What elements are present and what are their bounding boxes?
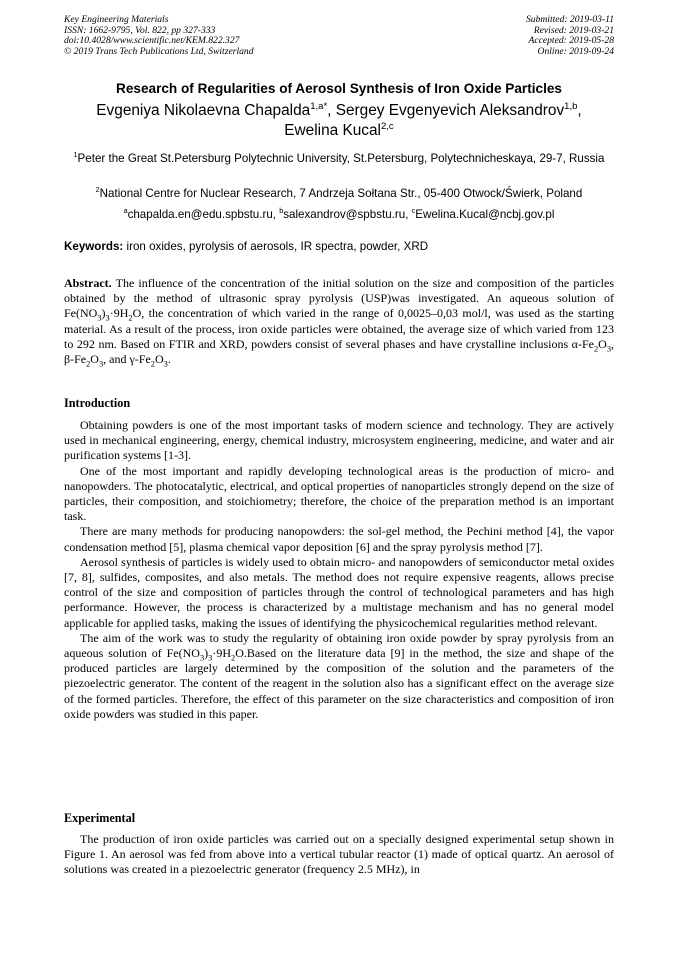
affiliation-1 (50, 151, 628, 166)
paragraph: Aerosol synthesis of particles is widely used to obtain micro- and nanopowders of semiconductor metal oxides [7, 8], sulfides, composites, and also metals. The method does not require expensive reagents, allows precise control of the size and composition of particles through the control of technological parameters and has high performance. However, the process is characterized by a multistage mechanism and has no general model applicable for applied tasks, making the issues of identifying the physicochemical regularities method relevant. (64, 554, 614, 630)
experimental-heading: Experimental (64, 811, 136, 825)
paragraph-text: The aim of the work was to study the regularity of obtaining iron oxide powder by spray pyrolysis from an aqueous solution of Fe(NO (64, 630, 614, 661)
paragraph-text: O.Based on the literature data [9] in the method, the size and shape of the produced particles are largely determined by the composition of the solution and the parameters of the piezoelectric generator. The content of the reagent in the solution also has a significant effect on the average size of the formed particles. Therefore, the effect of this parameter on the size characteristics and composition of iron oxide powders was studied in this paper. (64, 646, 614, 721)
affiliation-number: 2 (95, 185, 100, 195)
subscript: 3 (208, 653, 213, 663)
subscript: 3 (199, 653, 205, 663)
email-mark: b (279, 206, 284, 216)
journal-header (64, 15, 254, 57)
copyright-line: © 2019 Trans Tech Publications Ltd, Switzerland (64, 45, 254, 57)
introduction-body (64, 418, 614, 722)
author-name: Evgeniya Nikolaevna Chapalda (96, 102, 311, 119)
abstract-text: ) (101, 306, 106, 321)
paragraph: The production of iron oxide particles was carried out on a specially designed experimental setup shown in Figure 1. An aerosol was fed from above into a vertical tubular reactor (1) made of optical quartz. An aerosol of solutions was created in a piezoelectric generator (frequency 2.5 MHz), in (64, 832, 614, 877)
subscript: 2 (593, 344, 599, 354)
online-date: Online: 2019-09-24 (537, 45, 614, 57)
abstract-label: Abstract. (64, 276, 112, 290)
abstract-block (64, 276, 614, 367)
paragraph: There are many methods for producing nanopowders: the sol-gel method, the Pechini method [4], the vapor condensation method [5], plasma chemical vapor deposition [6] and the spray pyrolysis method [7]. (64, 524, 614, 554)
email-line: $^a$chapalda.en@edu.spbstu.ru, $^b$salexandrov@spbstu.ru, $^c$Ewelina.Kucal@ncbj.gov.pl (123, 206, 555, 221)
subscript: 3 (606, 344, 611, 354)
email-mark: a (123, 206, 128, 216)
paragraph: Obtaining powders is one of the most important tasks of modern science and technology. They are actively used in mechanical engineering, energy, chemical industry, microsystem engineering, medicine, and water and air purification systems [1-3]. (64, 418, 614, 463)
subscript: 3 (163, 359, 168, 369)
affiliation-text: National Centre for Nuclear Research, 7 Andrzeja Sołtana Str., 05-400 Otwock/Świerk, Poland (99, 187, 583, 200)
author-superscript: 1,b (564, 100, 578, 112)
author-name: Sergey Evgenyevich Aleksandrov (335, 102, 565, 119)
abstract-text: , β-Fe (64, 336, 614, 367)
submitted-date: Submitted: 2019-03-11 (525, 14, 614, 25)
subscript: 3 (98, 359, 104, 369)
accepted-date: Accepted: 2019-05-28 (528, 35, 614, 47)
dates-header (526, 15, 614, 57)
revised-date: Revised: 2019-03-21 (533, 24, 614, 36)
subscript: 2 (150, 359, 155, 369)
keywords-label: Keywords: (64, 240, 124, 253)
email-mark: c (411, 206, 416, 216)
email-link[interactable]: salexandrov@spbstu.ru (283, 208, 406, 221)
doi-line[interactable]: doi:10.4028/www.scientific.net/KEM.822.327 (64, 35, 240, 47)
abstract-text: ·9H (109, 306, 129, 321)
abstract-text: , and γ-Fe (103, 352, 151, 367)
subscript: 2 (231, 653, 236, 663)
abstract-text: O (598, 336, 607, 351)
journal-name: Key Engineering Materials (64, 14, 169, 25)
abstract-text: O (154, 352, 164, 367)
affiliation-2 (50, 186, 628, 201)
subscript: 3 (105, 313, 110, 323)
abstract-text: The influence of the concentration of the initial solution on the size and composition of the particles obtained by the method of ultrasonic spray pyrolysis (USP)was investigated. An aqueous solution of Fe(NO (64, 276, 614, 321)
affiliation-number: 1 (73, 150, 78, 160)
introduction-heading: Introduction (64, 396, 131, 410)
abstract-text: O (90, 352, 99, 367)
author-superscript: 2,c (380, 120, 394, 132)
keywords-text: iron oxides, pyrolysis of aerosols, IR spectra, powder, XRD (126, 240, 429, 253)
keywords-line (64, 240, 624, 253)
abstract-paragraph (64, 276, 614, 367)
subscript: 2 (86, 359, 91, 369)
email-link[interactable]: Ewelina.Kucal@ncbj.gov.pl (415, 208, 555, 221)
affiliation-text: Peter the Great St.Petersburg Polytechnic University, St.Petersburg, Polytechnicheskaya, 29-7, Russia (77, 152, 605, 165)
email-link[interactable]: chapalda.en@edu.spbstu.ru (127, 208, 273, 221)
paper-title: Research of Regularities of Aerosol Synthesis of Iron Oxide Particles (116, 81, 562, 96)
author-name: Ewelina Kucal (284, 122, 381, 139)
abstract-text: . (167, 352, 171, 367)
abstract-text: O, the concentration of which varied in the range of 0,0025–0,03 mol/l, was used as the starting material. As a result of the process, iron oxide particles were obtained, the average size of which varied from 123 to 292 nm. Based on FTIR and XRD, powders consist of several phases and have crystalline inclusions α-Fe (64, 306, 614, 351)
paragraph-text: ) (204, 646, 209, 661)
issn-line: ISSN: 1662-9795, Vol. 822, pp 327-333 (64, 24, 216, 36)
subscript: 3 (97, 313, 102, 323)
experimental-body (64, 832, 614, 878)
paragraph (64, 631, 614, 722)
author-superscript: 1,a* (310, 100, 328, 112)
paragraph: One of the most important and rapidly developing technological areas is the production of micro- and nanopowders. The photocatalytic, electrical, and optical properties of nanoparticles strongly depend on the size of particles, their composition, and stoichiometry; therefore, the choice of the preparation method is an important task. (64, 463, 614, 524)
paragraph-text: ·9H (212, 646, 231, 661)
subscript: 2 (128, 313, 133, 323)
author-list: Evgeniya Nikolaevna Chapalda$^{1,a*}$, Sergey Evgenyevich Aleksandrov$^{1,b}$, Ewelina Kucal$^{2,c}$ (96, 100, 582, 139)
